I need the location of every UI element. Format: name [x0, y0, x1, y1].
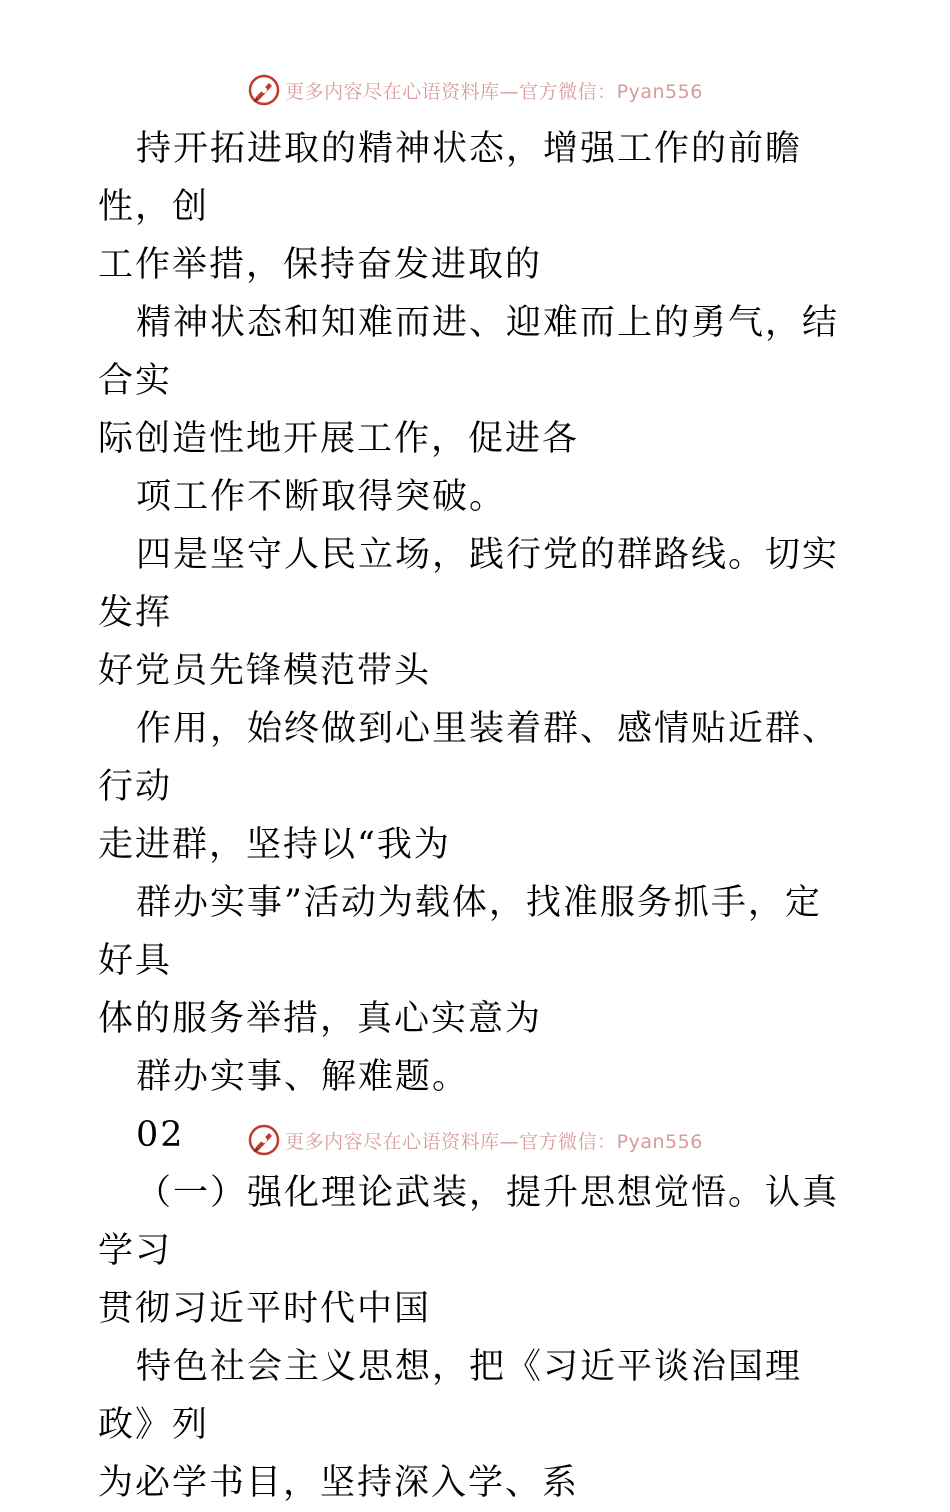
- watermark-text: 更多内容尽在心语资料库—官方微信：Pyan556: [285, 1130, 703, 1153]
- paragraph: [98, 874, 853, 1048]
- paragraph-line: 贯彻习近平时代中国: [98, 1289, 432, 1329]
- watermark-footer: [0, 1120, 950, 1160]
- pen-logo-icon: [247, 73, 281, 107]
- paragraph: [98, 294, 853, 468]
- paragraph: [98, 526, 853, 700]
- paragraph-line: 持开拓进取的精神状态，增强工作的前瞻性，创: [98, 129, 803, 227]
- paragraph: [98, 700, 853, 874]
- document-body: [98, 120, 853, 1512]
- paragraph-line: 际创造性地开展工作，促进各: [98, 419, 580, 459]
- watermark-text: 更多内容尽在心语资料库—官方微信：Pyan556: [285, 80, 703, 103]
- paragraph-line: （一）强化理论武装，提升思想觉悟。认真学习: [98, 1173, 840, 1271]
- paragraph: [98, 120, 853, 294]
- watermark-header: [0, 70, 950, 110]
- paragraph-line: 走进群，坚持以“我为: [98, 825, 451, 865]
- paragraph-line: 群办实事”活动为载体，找准服务抓手，定好具: [98, 883, 822, 981]
- paragraph-line: 工作举措，保持奋发进取的: [98, 245, 543, 285]
- paragraph: [98, 468, 853, 526]
- paragraph-line: 02: [136, 1115, 185, 1155]
- paragraph-line: 为必学书目，坚持深入学、系: [98, 1463, 580, 1503]
- paragraph-line: 精神状态和知难而进、迎难而上的勇气，结合实: [98, 303, 840, 401]
- paragraph-line: 作用，始终做到心里装着群、感情贴近群、行动: [98, 709, 840, 807]
- paragraph-line: 项工作不断取得突破。: [136, 477, 507, 517]
- paragraph: [98, 1164, 853, 1338]
- paragraph-line: 四是坚守人民立场，践行党的群路线。切实发挥: [98, 535, 840, 633]
- paragraph-line: 群办实事、解难题。: [136, 1057, 470, 1097]
- paragraph-line: 特色社会主义思想，把《习近平谈治国理政》列: [98, 1347, 803, 1445]
- paragraph-line: 体的服务举措，真心实意为: [98, 999, 543, 1039]
- paragraph-line: 好党员先锋模范带头: [98, 651, 432, 691]
- paragraph: [98, 1338, 853, 1512]
- paragraph: [98, 1048, 853, 1106]
- pen-logo-icon: [247, 1123, 281, 1157]
